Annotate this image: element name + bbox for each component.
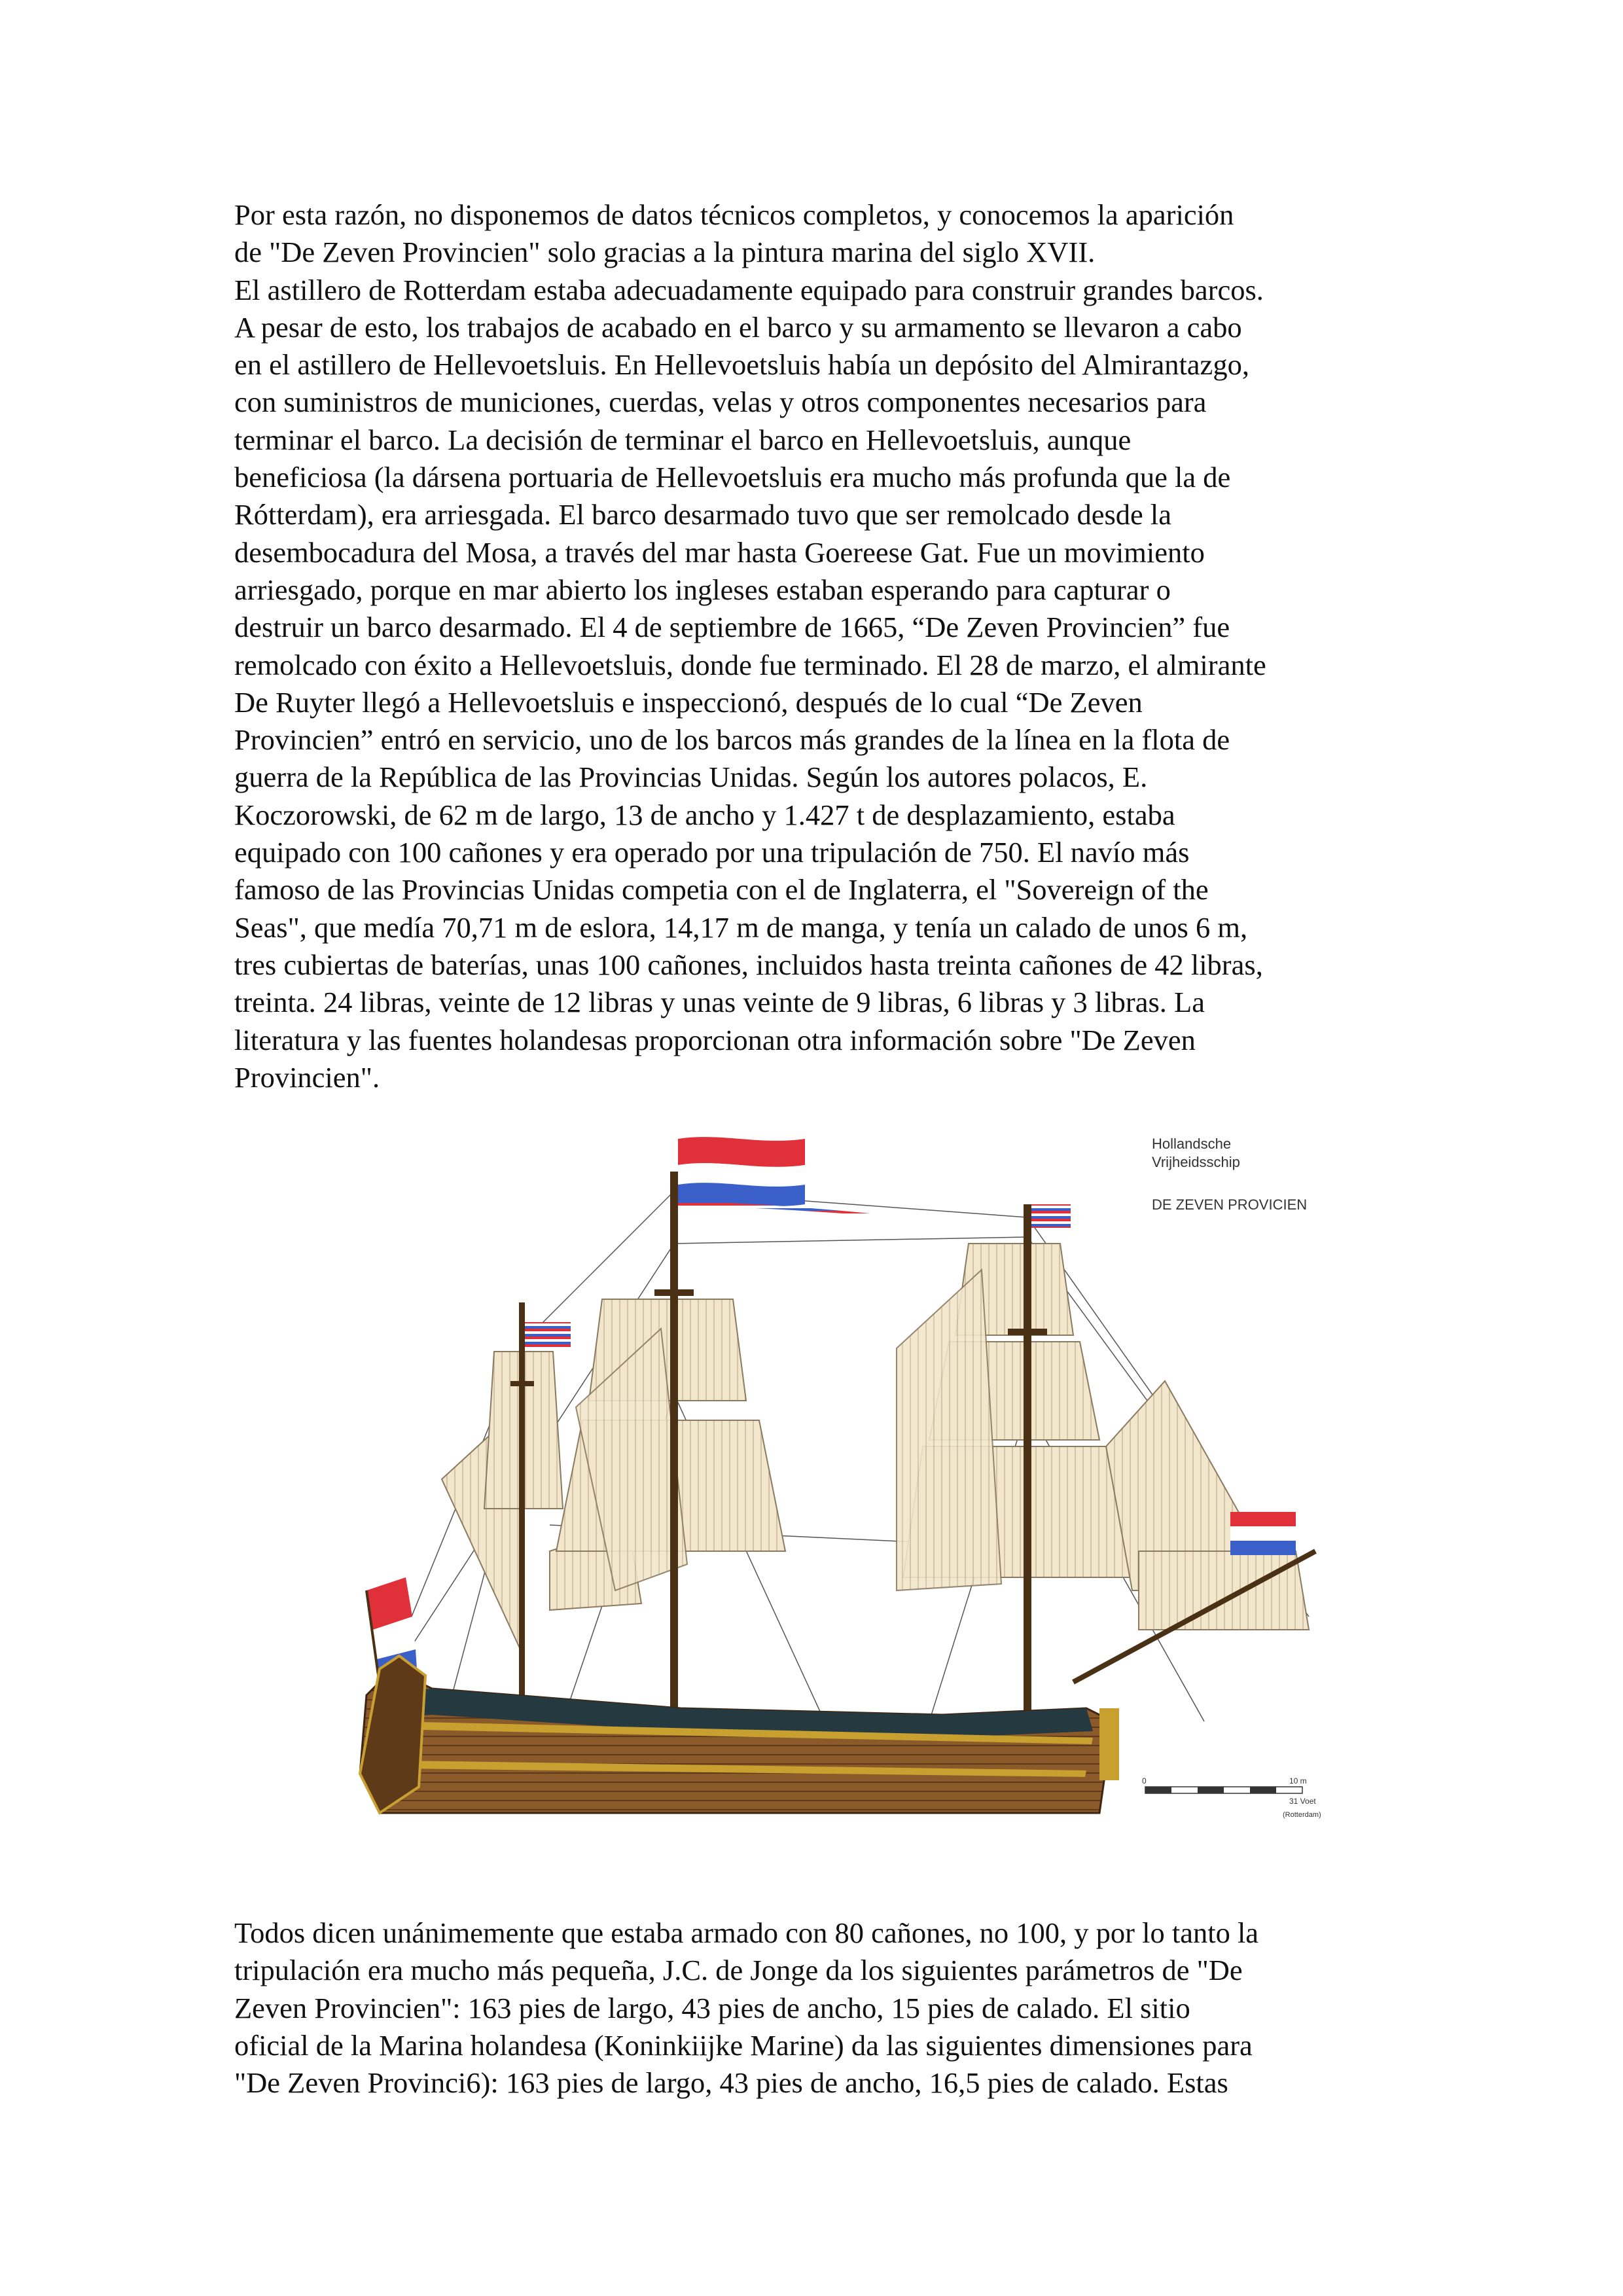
text-line: desembocadura del Mosa, a través del mar hasta Goereese Gat. Fue un movimiento bbox=[234, 535, 1205, 569]
text-line: guerra de la República de las Provincias Unidas. Según los autores polacos, E. bbox=[234, 761, 1148, 794]
ship-hull bbox=[360, 1656, 1119, 1813]
scale-note: (Rotterdam) bbox=[1283, 1811, 1321, 1819]
figure-caption bbox=[1152, 1136, 1307, 1213]
text-line: destruir un barco desarmado. El 4 de septiembre de 1665, “De Zeven Provincien” fue bbox=[234, 611, 1230, 644]
ship-illustration bbox=[353, 1132, 1400, 1865]
text-line: De Ruyter llegó a Hellevoetsluis e inspeccionó, después de lo cual “De Zeven bbox=[234, 685, 1143, 719]
scale-end: 10 m bbox=[1289, 1776, 1307, 1785]
text-line: "De Zeven Provinci6): 163 pies de largo, 43 pies de ancho, 16,5 pies de calado. Estas bbox=[234, 2066, 1228, 2100]
text-line: beneficiosa (la dársena portuaria de Hellevoetsluis era mucho más profunda que la de bbox=[234, 461, 1231, 494]
text-line: tres cubiertas de baterías, unas 100 cañones, incluidos hasta treinta cañones de 42 libras, bbox=[234, 948, 1263, 981]
text-line: famoso de las Provincias Unidas competia con el de Inglaterra, el "Sovereign of the bbox=[234, 873, 1209, 906]
text-line: de "De Zeven Provincien" solo gracias a la pintura marina del siglo XVII. bbox=[234, 236, 1096, 269]
text-line: literatura y las fuentes holandesas proporcionan otra información sobre "De Zeven bbox=[234, 1023, 1196, 1056]
text-line: arriesgado, porque en mar abierto los ingleses estaban esperando para capturar o bbox=[234, 573, 1171, 606]
text-line: Seas", que medía 70,71 m de eslora, 14,17 m de manga, y tenía un calado de unos 6 m, bbox=[234, 910, 1248, 944]
pennant-fore bbox=[1031, 1204, 1071, 1228]
text-line: Zeven Provincien": 163 pies de largo, 43 pies de ancho, 15 pies de calado. El sitio bbox=[234, 1991, 1190, 2024]
text-line: tripulación era mucho más pequeña, J.C. de Jonge da los siguientes parámetros de "De bbox=[234, 1954, 1243, 1987]
text-line: El astillero de Rotterdam estaba adecuadamente equipado para construir grandes barcos. bbox=[234, 273, 1264, 306]
paragraph-top bbox=[234, 196, 1402, 1096]
scale-unit: 31 Voet bbox=[1289, 1797, 1316, 1806]
text-line: A pesar de esto, los trabajos de acabado en el barco y su armamento se llevaron a cabo bbox=[234, 310, 1242, 344]
text-line: Por esta razón, no disponemos de datos técnicos completos, y conocemos la aparición bbox=[234, 198, 1234, 231]
paragraph-bottom bbox=[234, 1914, 1402, 2102]
text-line: treinta. 24 libras, veinte de 12 libras y unas veinte de 9 libras, 6 libras y 3 libras. La bbox=[234, 986, 1205, 1019]
text-line: Koczorowski, de 62 m de largo, 13 de ancho y 1.427 t de desplazamiento, estaba bbox=[234, 798, 1175, 831]
caption-line2: Vrijheidsschip bbox=[1152, 1154, 1240, 1170]
fore-sails bbox=[897, 1244, 1309, 1630]
text-line: remolcado con éxito a Hellevoetsluis, donde fue terminado. El 28 de marzo, el almirante bbox=[234, 648, 1266, 681]
caption-line1: Hollandsche bbox=[1152, 1136, 1232, 1152]
scale-zero: 0 bbox=[1142, 1776, 1147, 1785]
text-line: en el astillero de Hellevoetsluis. En Hellevoetsluis había un depósito del Almirantazgo, bbox=[234, 348, 1249, 382]
scale-bar bbox=[1142, 1776, 1321, 1819]
pennant-mizzen bbox=[525, 1322, 571, 1348]
text-line: Provincien” entró en servicio, uno de los barcos más grandes de la línea en la flota de bbox=[234, 723, 1230, 757]
text-line: equipado con 100 cañones y era operado por una tripulación de 750. El navío más bbox=[234, 836, 1190, 869]
dutch-flag-bow bbox=[1230, 1512, 1296, 1555]
text-line: Rótterdam), era arriesgada. El barco desarmado tuvo que ser remolcado desde la bbox=[234, 498, 1172, 531]
text-line: terminar el barco. La decisión de terminar el barco en Hellevoetsluis, aunque bbox=[234, 423, 1132, 456]
text-line: Todos dicen unánimemente que estaba armado con 80 cañones, no 100, y por lo tanto la bbox=[234, 1916, 1259, 1949]
text-line: Provincien". bbox=[234, 1060, 380, 1094]
text-line: con suministros de municiones, cuerdas, velas y otros componentes necesarios para bbox=[234, 386, 1207, 419]
caption-title: DE ZEVEN PROVICIEN bbox=[1152, 1196, 1308, 1213]
text-line: oficial de la Marina holandesa (Koninkiijke Marine) da las siguientes dimensiones para bbox=[234, 2028, 1253, 2062]
